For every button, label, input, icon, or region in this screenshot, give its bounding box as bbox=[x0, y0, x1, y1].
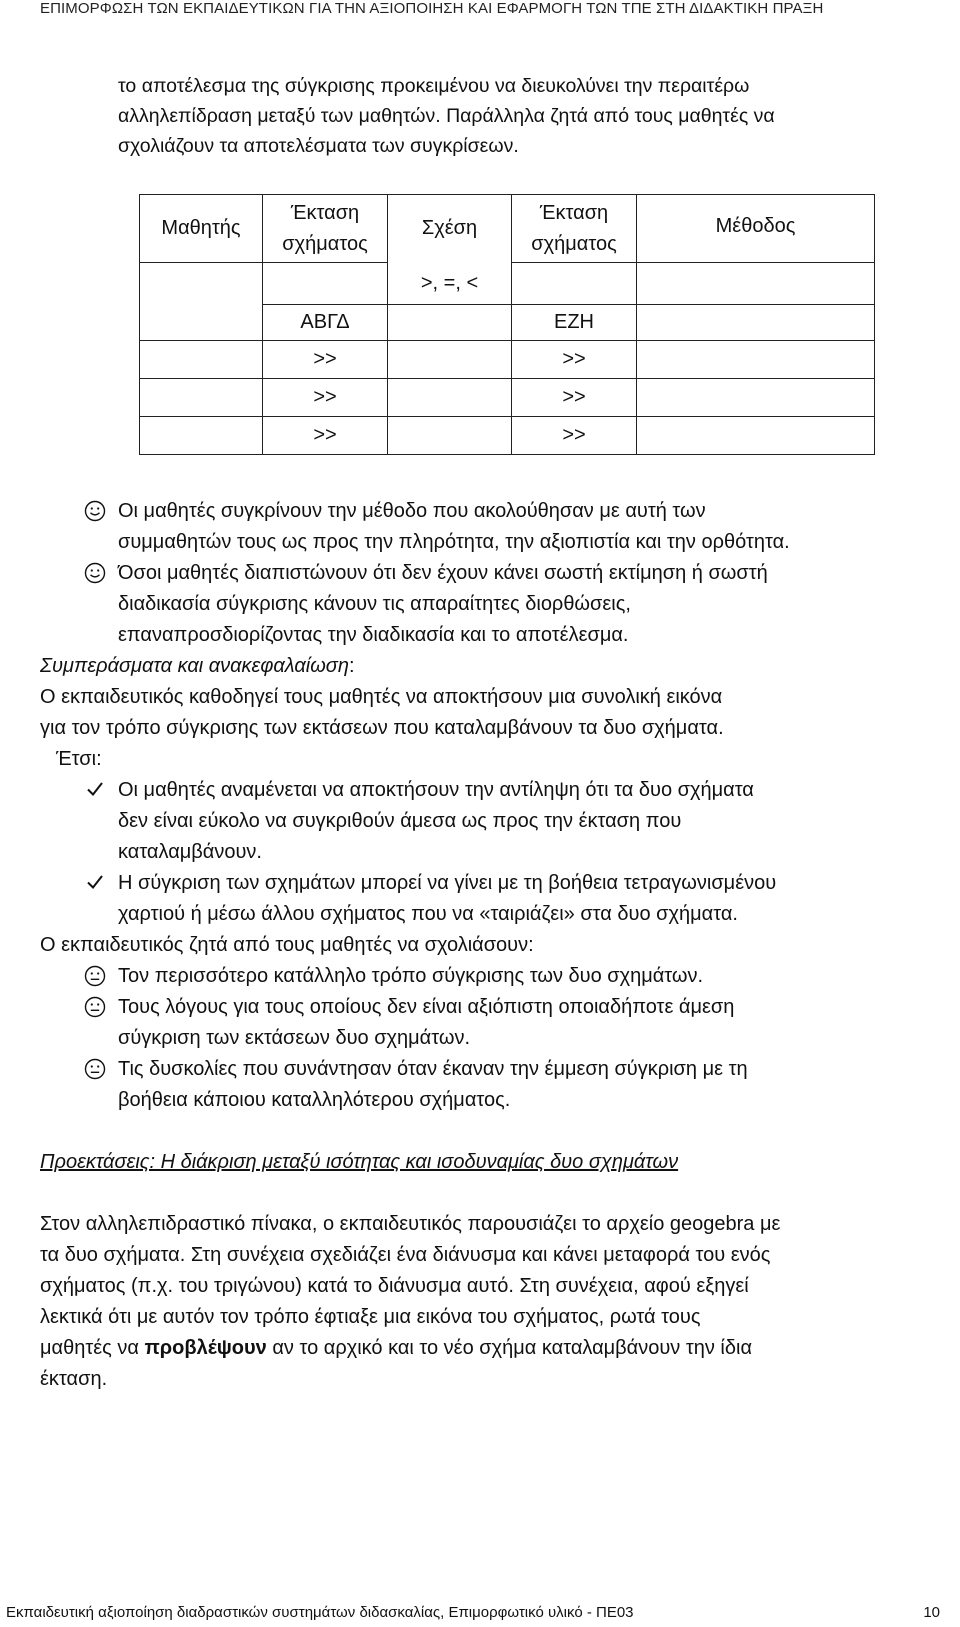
emphasis-predict: προβλέψουν bbox=[144, 1337, 267, 1359]
intro-paragraph bbox=[118, 71, 918, 161]
table-cell bbox=[637, 263, 875, 305]
ditto-mark: >> bbox=[263, 341, 388, 379]
comparison-table bbox=[139, 194, 875, 455]
header-student: Μαθητής bbox=[140, 195, 263, 263]
text-line: Έτσι: bbox=[56, 748, 102, 770]
text-line: το αποτέλεσμα της σύγκρισης προκειμένου να διευκολύνει την περαιτέρω bbox=[118, 75, 750, 97]
ditto-mark: >> bbox=[512, 341, 637, 379]
text-line: Ο εκπαιδευτικός ζητά από τους μαθητές να σχολιάσουν: bbox=[40, 934, 534, 956]
page-number: 10 bbox=[923, 1604, 940, 1621]
extensions-heading: Προεκτάσεις: Η διάκριση μεταξύ ισότητας και ισοδυναμίας δυο σχημάτων bbox=[40, 1151, 679, 1173]
header-relation-symbols: >, =, < bbox=[388, 263, 512, 305]
list-item: Τους λόγους για τους οποίους δεν είναι αξιόπιστη οποιαδήποτε άμεση σύγκριση των εκτάσεων δυο σχημάτων. bbox=[40, 992, 930, 1054]
header-relation: Σχέση bbox=[388, 195, 512, 263]
neutral-face-icon bbox=[82, 992, 108, 1028]
ditto-mark: >> bbox=[512, 379, 637, 417]
list-item: Τον περισσότερο κατάλληλο τρόπο σύγκρισης των δυο σχημάτων. bbox=[40, 961, 930, 992]
conclusions-heading: Συμπεράσματα και ανακεφαλαίωση: bbox=[40, 655, 355, 677]
shape-abgd: ΑΒΓΔ bbox=[263, 305, 388, 341]
table-cell bbox=[637, 305, 875, 341]
checkmark-icon bbox=[82, 775, 108, 808]
ditto-mark: >> bbox=[512, 417, 637, 455]
extensions-paragraph: Στον αλληλεπιδραστικό πίνακα, ο εκπαιδευτικός παρουσιάζει το αρχείο geogebra με τα δυο σχήματα. Στη συνέχεια σχεδιάζει ένα διάνυσμα και κάνει μεταφορά του ενός σχήματος (π.χ. του τριγώνου) κατά το διάνυσμα αυτό. Στη συνέχεια, αφού εξηγεί λεκτικά ότι με αυτόν τον τρόπο έφτιαξε μια εικόνα του σχήματος, ρωτά τους μαθητές να προβλέψουν αν το αρχικό και το νέο σχήμα καταλαμβάνουν την ίδια έκταση. bbox=[40, 1213, 781, 1390]
header-area-a: Έκταση σχήματος bbox=[263, 195, 388, 263]
table-row bbox=[140, 379, 875, 417]
header-area-b: Έκταση σχήματος bbox=[512, 195, 637, 263]
footer-text: Εκπαιδευτική αξιοποίηση διαδραστικών συστημάτων διδασκαλίας, Επιμορφωτικό υλικό - ΠΕ03 bbox=[6, 1604, 634, 1621]
list-item: Τις δυσκολίες που συνάντησαν όταν έκαναν την έμμεση σύγκριση με τη βοήθεια κάποιου καταλληλότερου σχήματος. bbox=[40, 1054, 930, 1116]
text-line: Ο εκπαιδευτικός καθοδηγεί τους μαθητές να αποκτήσουν μια συνολική εικόνα bbox=[40, 686, 723, 708]
table-row bbox=[140, 417, 875, 455]
ditto-mark: >> bbox=[263, 417, 388, 455]
text-line: αλληλεπίδραση μεταξύ των μαθητών. Παράλληλα ζητά από τους μαθητές να bbox=[118, 105, 775, 127]
text-line: για τον τρόπο σύγκρισης των εκτάσεων που καταλαμβάνουν τα δυο σχήματα. bbox=[40, 717, 724, 739]
table-cell bbox=[512, 263, 637, 305]
smiley-face-icon bbox=[82, 496, 108, 532]
neutral-face-icon bbox=[82, 1054, 108, 1090]
checkmark-icon bbox=[82, 868, 108, 901]
table-cell bbox=[140, 263, 263, 305]
running-header: ΕΠΙΜΟΡΦΩΣΗ ΤΩΝ ΕΚΠΑΙΔΕΥΤΙΚΩΝ ΓΙΑ ΤΗΝ ΑΞΙΟΠΟΙΗΣΗ ΚΑΙ ΕΦΑΡΜΟΓΗ ΤΩΝ ΤΠΕ ΣΤΗ ΔΙΔΑΚΤΙΚΗ ΠΡΑΞΗ bbox=[40, 0, 824, 17]
text-line: σχολιάζουν τα αποτελέσματα των συγκρίσεων. bbox=[118, 135, 519, 157]
list-item: Η σύγκριση των σχημάτων μπορεί να γίνει με τη βοήθεια τετραγωνισμένου χαρτιού ή μέσω άλλου σχήματος που να «ταιριάζει» στα δυο σχήματα. bbox=[40, 868, 930, 930]
table-cell bbox=[263, 263, 388, 305]
list-item: Όσοι μαθητές διαπιστώνουν ότι δεν έχουν κάνει σωστή εκτίμηση ή σωστή διαδικασία σύγκρισης κάνουν τις απαραίτητες διορθώσεις, επαναπροσδιορίζοντας την διαδικασία και το αποτέλεσμα. bbox=[40, 558, 930, 651]
table-cell bbox=[388, 305, 512, 341]
list-item: Οι μαθητές αναμένεται να αποκτήσουν την αντίληψη ότι τα δυο σχήματα δεν είναι εύκολο να συγκριθούν άμεσα ως προς την έκταση που καταλαμβάνουν. bbox=[40, 775, 930, 868]
table-row bbox=[140, 341, 875, 379]
main-body bbox=[40, 496, 930, 1395]
page-footer bbox=[6, 1604, 940, 1621]
ditto-mark: >> bbox=[263, 379, 388, 417]
list-item: Οι μαθητές συγκρίνουν την μέθοδο που ακολούθησαν με αυτή των συμμαθητών τους ως προς την πληρότητα, την αξιοπιστία και την ορθότητα. bbox=[40, 496, 930, 558]
shape-ezh: ΕΖΗ bbox=[512, 305, 637, 341]
smiley-face-icon bbox=[82, 558, 108, 594]
table-cell bbox=[140, 305, 263, 341]
header-method: Μέθοδος bbox=[637, 195, 875, 263]
